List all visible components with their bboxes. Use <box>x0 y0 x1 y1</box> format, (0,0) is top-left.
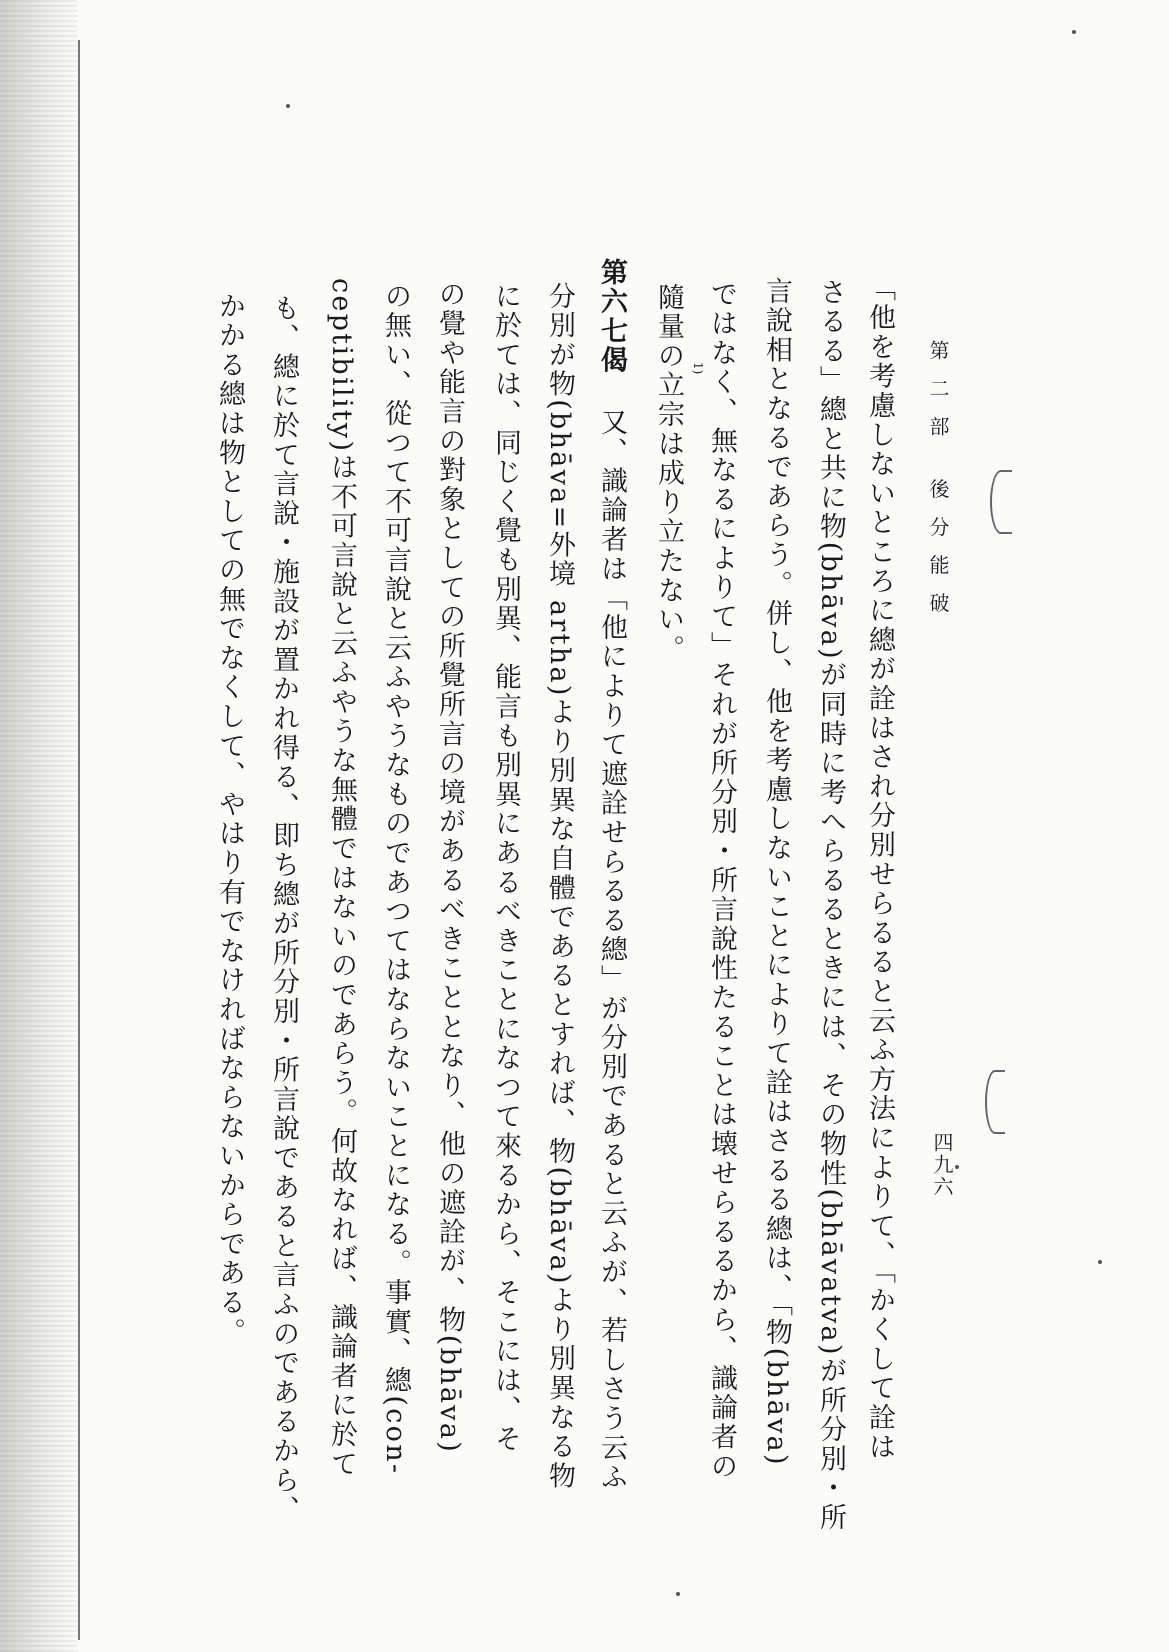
scan-speck <box>1072 30 1076 34</box>
scan-artifact-arc <box>990 470 1012 534</box>
scan-speck <box>955 1165 959 1169</box>
body-line-1: 「他を考慮しないところに總が詮はされ分別せらるると云ふ方法によりて、「かくして詮は <box>864 274 895 1462</box>
body-line-2: さるる」總と共に物(bhāva)が同時に考へらるるときには、その物性(bhāvatva)が所分別・所 <box>815 278 846 1533</box>
body-line-3: 言說相となるであらう。併し、他を考慮しないことによりて詮はさるる總は、「物(bhāva) <box>761 277 792 1467</box>
gatha-line-6: ceptibility)は不可言說と云ふやうな無體ではないのであらう。何故なれば、識論者に於て <box>326 278 357 1479</box>
footnote-mark: 1) <box>691 362 705 375</box>
gatha-line-1: 又、識論者は「他によりて遮詮せらるる總」が分別であると云ふが、若しさう云ふ <box>596 408 627 1493</box>
page-number: 四九六 <box>930 1132 954 1198</box>
gatha-line-4: の覺や能言の對象としての所覺所言の境があるべきこととなり、他の遮詮が、物(bhāva) <box>434 280 465 1455</box>
scan-artifact-arc <box>985 1070 1005 1134</box>
gatha-label: 第六七偈 <box>596 258 627 376</box>
gatha-line-8: かかる總は物としての無でなくして、やはり有でなければならないからである。 <box>214 292 245 1347</box>
gatha-line-5: の無い、從つて不可言說と云ふやうなものであつてはならないことになる。事實、總(con- <box>380 282 411 1476</box>
body-line-4: ではなく、無なるによりて」それが所分別・所言說性たることは壊せらるるから、識論者の <box>706 280 737 1482</box>
running-header: 第二部 後分能破 <box>926 340 950 631</box>
gatha-line-7: も、總に於て言說・施設が置かれ得る、即ち總が所分別・所言說であると言ふのであるから、 <box>268 294 299 1525</box>
gatha-line-2: 分別が物(bhāva=外境 artha)より別異な自體であるとすれば、物(bhāva)より別異なる物 <box>544 282 575 1491</box>
gatha-line-3: に於ては、同じく覺も別異、能言も別異にあるべきことになつて來るから、そこには、そ <box>490 282 521 1454</box>
scan-speck <box>676 1592 680 1596</box>
scan-speck <box>286 104 290 108</box>
body-line-5: 隨量の立宗は成り立たない。 <box>653 283 684 664</box>
scan-binding-line <box>78 40 80 1640</box>
scan-speck <box>1098 1260 1102 1264</box>
scan-binding-edge <box>0 0 78 1652</box>
